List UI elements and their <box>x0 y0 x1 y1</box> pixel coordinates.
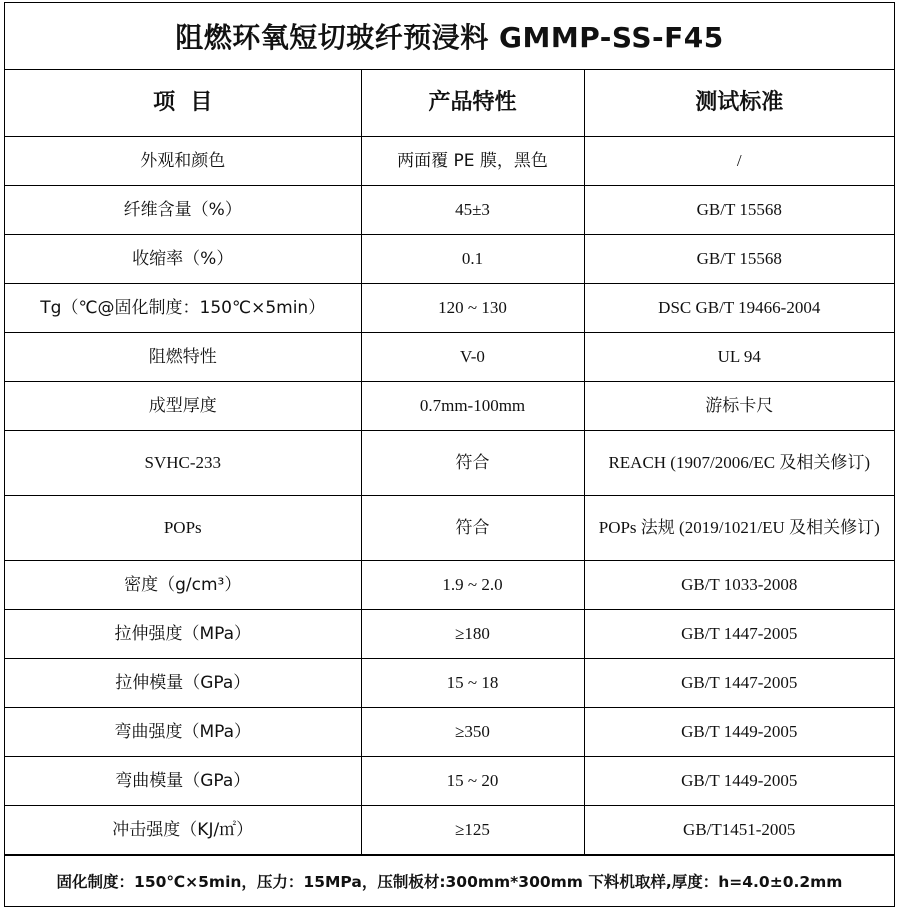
row-item: 外观和颜色 <box>5 137 361 186</box>
row-standard: 游标卡尺 <box>584 382 894 431</box>
table-row <box>5 382 894 431</box>
row-value: 两面覆 PE 膜，黑色 <box>361 137 584 186</box>
table-row <box>5 708 894 757</box>
row-value: V-0 <box>361 333 584 382</box>
row-item: 收缩率（%） <box>5 235 361 284</box>
row-item: 拉伸模量（GPa） <box>5 659 361 708</box>
row-value: ≥180 <box>361 610 584 659</box>
row-item: 弯曲强度（MPa） <box>5 708 361 757</box>
row-value: ≥350 <box>361 708 584 757</box>
row-value: 1.9 ~ 2.0 <box>361 561 584 610</box>
row-value: 15 ~ 18 <box>361 659 584 708</box>
table-row <box>5 561 894 610</box>
table-row <box>5 431 894 496</box>
row-value: ≥125 <box>361 806 584 855</box>
spec-sheet <box>4 2 895 907</box>
row-value: 45±3 <box>361 186 584 235</box>
table-row <box>5 659 894 708</box>
row-standard: GB/T 1447-2005 <box>584 610 894 659</box>
row-item: 冲击强度（KJ/㎡） <box>5 806 361 855</box>
header-standard: 测试标准 <box>584 70 894 137</box>
row-standard: / <box>584 137 894 186</box>
table-row <box>5 186 894 235</box>
row-standard: REACH (1907/2006/EC 及相关修订) <box>584 431 894 496</box>
table-row <box>5 333 894 382</box>
row-value: 15 ~ 20 <box>361 757 584 806</box>
row-standard: GB/T 15568 <box>584 186 894 235</box>
row-item: 阻燃特性 <box>5 333 361 382</box>
row-standard: UL 94 <box>584 333 894 382</box>
header-item: 项 目 <box>5 70 361 137</box>
row-value: 符合 <box>361 496 584 561</box>
row-item: 纤维含量（%） <box>5 186 361 235</box>
row-item: POPs <box>5 496 361 561</box>
table-header-row <box>5 70 894 137</box>
row-item: 密度（g/cm³） <box>5 561 361 610</box>
row-standard: GB/T 1447-2005 <box>584 659 894 708</box>
test-conditions-note: 固化制度：150℃×5min，压力：15MPa，压制板材:300mm*300mm 下料机取样,厚度：h=4.0±0.2mm <box>5 855 894 906</box>
table-row <box>5 757 894 806</box>
table-row <box>5 137 894 186</box>
row-value: 0.7mm-100mm <box>361 382 584 431</box>
row-standard: GB/T 15568 <box>584 235 894 284</box>
row-standard: GB/T1451-2005 <box>584 806 894 855</box>
table-row <box>5 610 894 659</box>
row-item: 弯曲模量（GPa） <box>5 757 361 806</box>
row-standard: GB/T 1449-2005 <box>584 708 894 757</box>
spec-table <box>5 70 894 855</box>
row-value: 120 ~ 130 <box>361 284 584 333</box>
row-standard: POPs 法规 (2019/1021/EU 及相关修订) <box>584 496 894 561</box>
row-item: 成型厚度 <box>5 382 361 431</box>
row-item: 拉伸强度（MPa） <box>5 610 361 659</box>
row-value: 0.1 <box>361 235 584 284</box>
table-row <box>5 806 894 855</box>
row-standard: GB/T 1449-2005 <box>584 757 894 806</box>
header-property: 产品特性 <box>361 70 584 137</box>
row-standard: DSC GB/T 19466-2004 <box>584 284 894 333</box>
table-row <box>5 496 894 561</box>
row-item: Tg（℃@固化制度：150℃×5min） <box>5 284 361 333</box>
document-title: 阻燃环氧短切玻纤预浸料 GMMP-SS-F45 <box>5 3 894 70</box>
table-row <box>5 284 894 333</box>
row-standard: GB/T 1033-2008 <box>584 561 894 610</box>
row-value: 符合 <box>361 431 584 496</box>
table-row <box>5 235 894 284</box>
row-item: SVHC-233 <box>5 431 361 496</box>
